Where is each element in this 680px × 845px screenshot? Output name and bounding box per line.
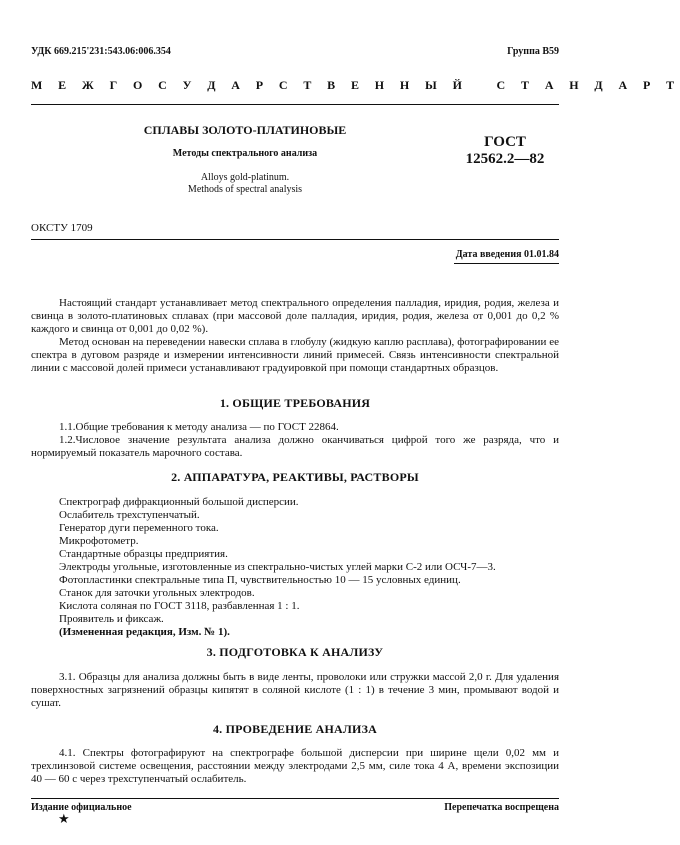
list-item: Ослабитель трехступенчатый. <box>59 509 200 521</box>
document-subtitle: Методы спектрального анализа <box>172 148 318 159</box>
list-item: Спектрограф дифракционный большой дисперсии. <box>59 496 299 508</box>
section-4-body <box>31 747 559 786</box>
intro-paragraph: Метод основан на переведении навески сплава в глобулу (жидкую каплю расплава), фотографировании ее спектра в дуговом разряде и измерении интенсивности линий примесей. Связь интенсивности спектральной линии с массовой долей примеси устанавливают градуировкой при помощи стандартных образцов. <box>31 336 559 374</box>
section-3-body <box>31 671 559 710</box>
section-1-heading: 1. ОБЩИЕ ТРЕБОВАНИЯ <box>219 396 371 410</box>
equipment-list <box>59 496 496 639</box>
list-item: Микрофотометр. <box>59 535 139 547</box>
list-item: Электроды угольные, изготовленные из спектрально-чистых углей марки С-2 или ОСЧ-7—3. <box>59 561 496 573</box>
amendment-note: (Измененная редакция, Изм. № 1). <box>59 626 230 638</box>
title-rule <box>31 239 559 240</box>
effective-date-underline <box>454 263 559 264</box>
document-title: СПЛАВЫ ЗОЛОТО-ПЛАТИНОВЫЕ <box>143 123 347 137</box>
list-item: Стандартные образцы предприятия. <box>59 548 228 560</box>
gost-label: ГОСТ <box>484 134 526 150</box>
section-1-body <box>31 421 559 460</box>
footer-rule <box>31 798 559 799</box>
list-item: Фотопластинки спектральные типа П, чувствительностью 10 — 15 условных единиц. <box>59 574 461 586</box>
section-item: 1.1.Общие требования к методу анализа — по ГОСТ 22864. <box>59 421 339 433</box>
intro-text <box>31 297 559 375</box>
list-item: Кислота соляная по ГОСТ 3118, разбавленная 1 : 1. <box>59 600 300 612</box>
udk-code: УДК 669.215'231:543.06:006.354 <box>31 46 171 57</box>
section-3-heading: 3. ПОДГОТОВКА К АНАЛИЗУ <box>206 645 384 659</box>
header-rule <box>31 104 559 105</box>
effective-date-value: 01.01.84 <box>524 249 559 260</box>
effective-date-label: Дата введения <box>455 249 522 260</box>
list-item: Генератор дуги переменного тока. <box>59 522 219 534</box>
okstu-code: ОКСТУ 1709 <box>31 222 93 234</box>
section-item: 1.2.Числовое значение результата анализа должно оканчиваться цифрой того же разряда, что и нормируемый показатель марочного состава. <box>31 434 559 459</box>
gost-number: 12562.2—82 <box>465 151 545 167</box>
group-code: Группа В59 <box>507 46 559 57</box>
list-item: Станок для заточки угольных электродов. <box>59 587 255 599</box>
official-edition-label: Издание официальное <box>31 802 132 813</box>
list-item: Проявитель и фиксаж. <box>59 613 164 625</box>
english-subtitle: Methods of spectral analysis <box>187 184 303 195</box>
interstate-standard-banner: М Е Ж Г О С У Д А Р С Т В Е Н Н Ы Й С Т А Н Д А Р Т <box>31 78 680 92</box>
section-2-heading: 2. АППАРАТУРА, РЕАКТИВЫ, РАСТВОРЫ <box>171 470 419 484</box>
section-item: 3.1. Образцы для анализа должны быть в виде ленты, проволоки или стружки массой 2,0 г. Для удаления поверхностных загрязнений образцы кипятят в соляной кислоте (1 : 1) в течение 3 мин, промывают водой и сушат. <box>31 671 559 709</box>
star-icon: ★ <box>58 812 70 827</box>
reprint-prohibited-label: Перепечатка воспрещена <box>444 802 559 813</box>
section-4-heading: 4. ПРОВЕДЕНИЕ АНАЛИЗА <box>212 722 377 736</box>
section-item: 4.1. Спектры фотографируют на спектрографе большой дисперсии при ширине щели 0,02 мм и трехлинзовой системе освещения, расстоянии между электродами 2,5 мм, силе тока 4 А, времени экспозиции 40 — 60 с через трехступенчатый ослабитель. <box>31 747 559 785</box>
intro-paragraph: Настоящий стандарт устанавливает метод спектрального определения палладия, иридия, родия, железа и свинца в золото-платиновых сплавах (при массовой доле палладия, иридия, родия, железа от 0,001 до 0,2 % каждого и свинца от 0,001 до 0,02 %). <box>31 297 559 335</box>
effective-date <box>456 249 559 260</box>
english-title: Alloys gold-platinum. <box>200 172 290 183</box>
